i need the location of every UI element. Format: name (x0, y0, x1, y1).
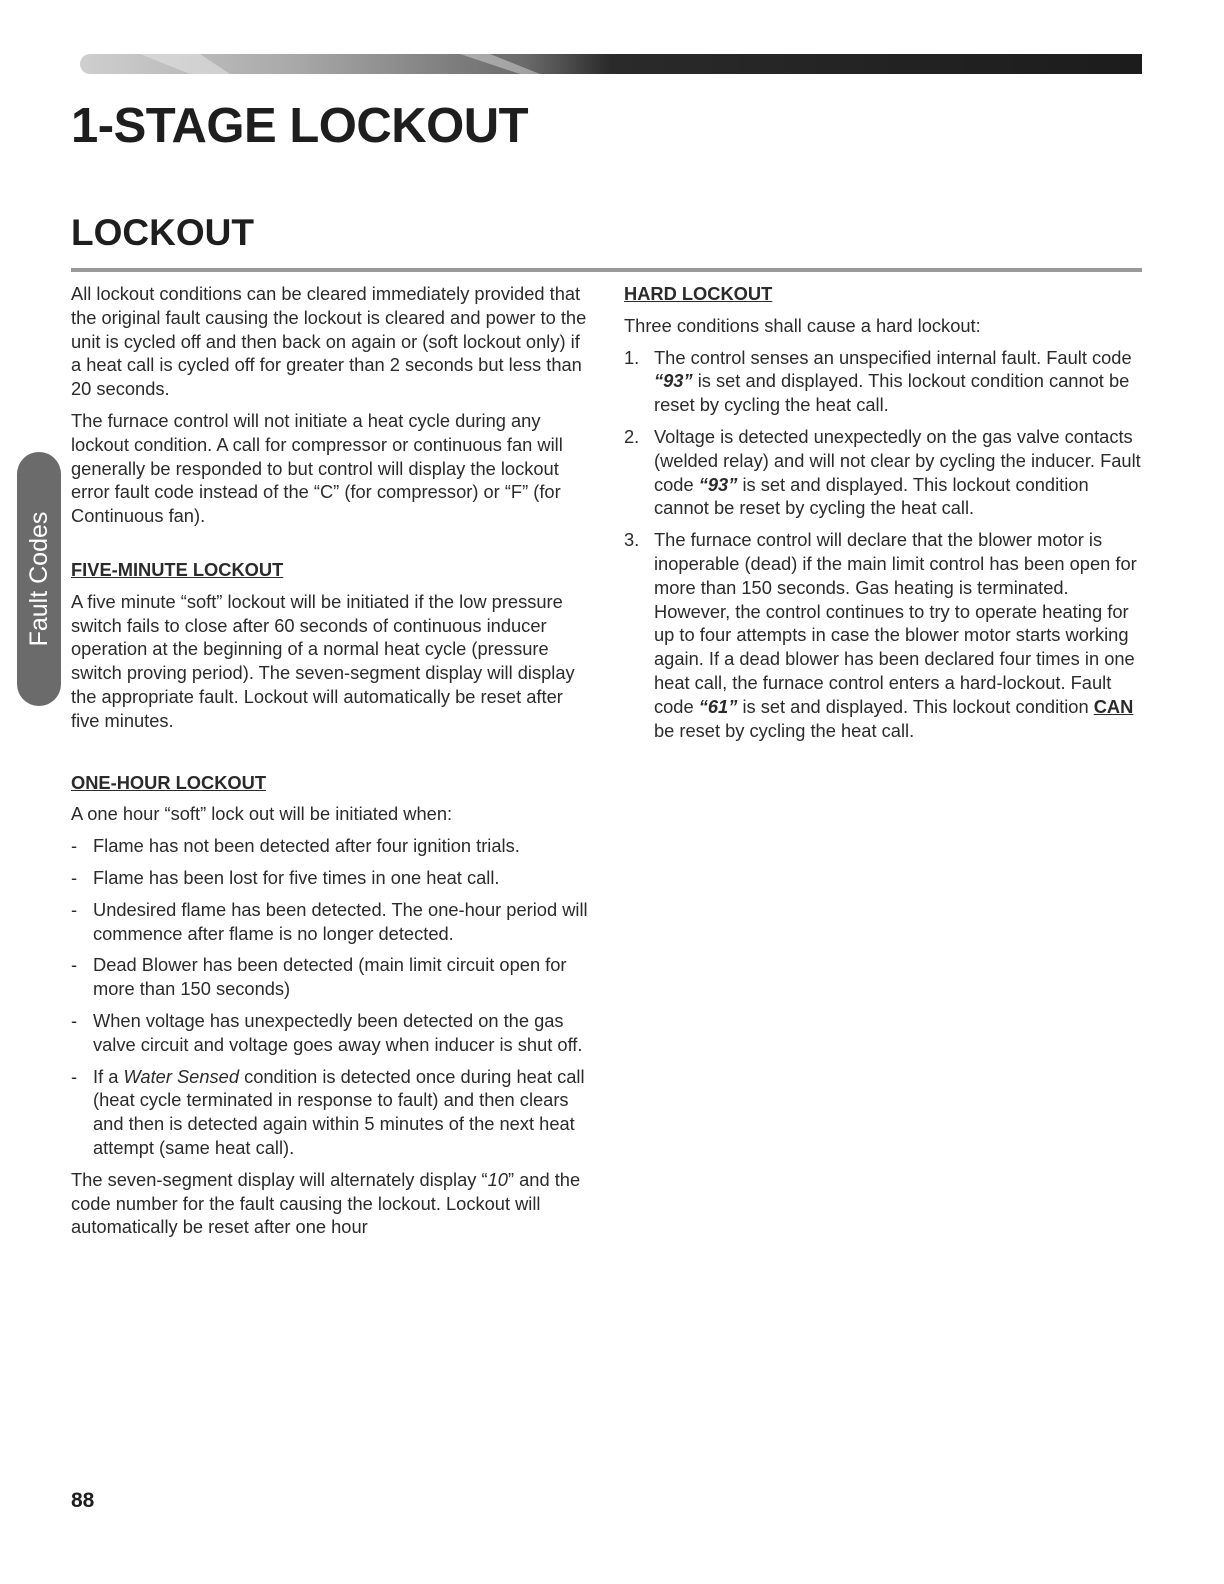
one-hour-lockout-list (71, 834, 593, 1160)
list-item: - Flame has not been detected after four ignition trials. (71, 834, 593, 858)
list-item (624, 528, 1146, 742)
side-tab (17, 452, 61, 706)
side-tab-label: Fault Codes (24, 511, 53, 647)
right-column (624, 282, 1146, 750)
spacer (71, 536, 593, 558)
list-item (624, 425, 1146, 520)
list-item-text: The furnace control will declare that the blower motor is inoperable (dead) if the main limit control has been open for more than 150 seconds. Gas heating is terminated. However, the control continues to try to operate heating for up to four attempts in case the blower motor starts working again. If a dead blower has been declared four times in one heat call, the furnace control enters a hard-lockout. Fault code (654, 529, 1137, 717)
fault-code-10: 10 (487, 1168, 508, 1190)
hard-lockout-list (624, 346, 1146, 743)
list-item-text: is set and displayed. This lockout condition cannot be reset by cycling the heat call. (654, 473, 1089, 519)
section-title: LOCKOUT (71, 212, 254, 253)
list-item: - When voltage has unexpectedly been detected on the gas valve circuit and voltage goes away when inducer is shut off. (71, 1009, 593, 1057)
list-item-text: condition is detected once during heat call (heat cycle terminated in response to fault) and then clears and then is detected again within 5 minutes of the next heat attempt (same heat call). (93, 1065, 585, 1158)
page-number: 88 (71, 1489, 95, 1512)
list-item-text: is set and displayed. This lockout condition cannot be reset by cycling the heat call. (654, 370, 1130, 416)
section-divider (71, 268, 1142, 272)
left-column (71, 282, 593, 1247)
list-item: - Dead Blower has been detected (main limit circuit open for more than 150 seconds) (71, 953, 593, 1001)
water-sensed-term: Water Sensed (123, 1065, 239, 1087)
five-minute-lockout-text: A five minute “soft” lockout will be initiated if the low pressure switch fails to close after 60 seconds of continuous inducer operation at the beginning of a normal heat cycle (pressure switch proving period). The seven-segment display will display the appropriate fault. Lockout will automatically be reset after five minutes. (71, 590, 575, 731)
list-item-text: be reset by cycling the heat call. (654, 719, 915, 741)
five-minute-lockout-heading: FIVE-MINUTE LOCKOUT (71, 558, 284, 580)
one-hour-lockout-closing (71, 1168, 593, 1239)
one-hour-lockout-heading: ONE-HOUR LOCKOUT (71, 771, 266, 793)
list-item-text: Voltage is detected unexpectedly on the gas valve contacts (welded relay) and will not clear by cycling the inducer. Fault code (654, 425, 1141, 495)
item-number: 2. (624, 425, 640, 447)
fault-code-93: “93” (654, 370, 693, 392)
page-title: 1-STAGE LOCKOUT (71, 99, 529, 153)
hard-lockout-intro: Three conditions shall cause a hard lockout: (624, 314, 981, 336)
fault-code-93: “93” (698, 473, 738, 495)
list-item: - Undesired flame has been detected. The one-hour period will commence after flame is no longer detected. (71, 898, 593, 946)
header-bar (80, 54, 1142, 74)
intro-paragraph-1: All lockout conditions can be cleared immediately provided that the original fault causing the lockout is cleared and power to the unit is cycled off and then back on again or (soft lockout only) if a heat call is cycled off for greater than 2 seconds but less than 20 seconds. (71, 283, 587, 400)
list-item: - Flame has been lost for five times in one heat call. (71, 866, 593, 890)
list-item-text: The control senses an unspecified internal fault. Fault code (654, 346, 1132, 368)
list-item-text: If a (93, 1065, 124, 1087)
one-hour-lockout-intro: A one hour “soft” lock out will be initiated when: (71, 803, 453, 825)
list-item (71, 1065, 593, 1160)
closing-text: The seven-segment display will alternately display “ (71, 1168, 488, 1190)
closing-text: ” and the code number for the fault causing the lockout. Lockout will automatically be reset after one hour (71, 1168, 581, 1238)
can-emphasis: CAN (1093, 695, 1134, 717)
fault-code-61: “61” (698, 695, 738, 717)
intro-paragraph-2: The furnace control will not initiate a heat cycle during any lockout condition. A call for compressor or continuous fan will generally be responded to but control will display the lockout error fault code instead of the “C” (for compressor) or “F” (for Continuous fan). (71, 409, 563, 527)
list-item (624, 346, 1146, 417)
item-number: 3. (624, 529, 640, 551)
item-number: 1. (624, 346, 640, 368)
spacer (71, 741, 593, 771)
list-item-text: is set and displayed. This lockout condition (737, 695, 1094, 717)
hard-lockout-heading: HARD LOCKOUT (624, 283, 773, 304)
